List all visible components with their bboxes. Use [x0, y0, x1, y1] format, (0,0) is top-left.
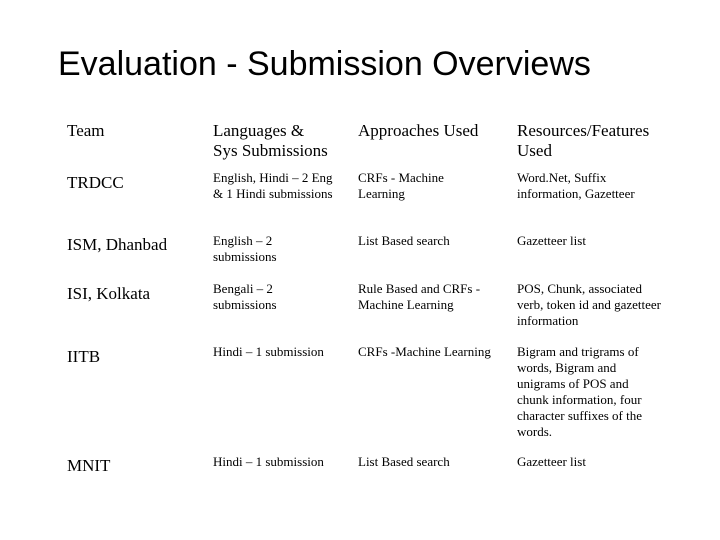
- row-team: IITB: [67, 347, 101, 366]
- row-approaches: CRFs -Machine Learning: [358, 344, 491, 359]
- header-languages: Languages & Sys Submissions: [213, 121, 328, 160]
- row-team: TRDCC: [67, 173, 124, 192]
- row-team: ISI, Kolkata: [67, 284, 151, 303]
- row-approaches: List Based search: [358, 454, 450, 469]
- row-approaches: CRFs - Machine Learning: [358, 170, 444, 201]
- row-team: MNIT: [67, 456, 111, 475]
- row-resources: Gazetteer list: [517, 233, 586, 248]
- row-team: ISM, Dhanbad: [67, 235, 168, 254]
- row-approaches: List Based search: [358, 233, 450, 248]
- row-languages: English – 2 submissions: [213, 233, 277, 264]
- row-languages: English, Hindi – 2 Eng & 1 Hindi submissions: [213, 170, 333, 201]
- row-resources: Bigram and trigrams of words, Bigram and unigrams of POS and chunk information, four character suffixes of the words.: [517, 344, 643, 439]
- row-resources: Gazetteer list: [517, 454, 586, 469]
- header-team: Team: [67, 121, 105, 140]
- row-resources: POS, Chunk, associated verb, token id and gazetteer information: [517, 281, 662, 328]
- slide-title: Evaluation - Submission Overviews: [58, 45, 591, 83]
- header-resources: Resources/Features Used: [517, 121, 650, 160]
- row-languages: Hindi – 1 submission: [213, 454, 324, 469]
- row-languages: Bengali – 2 submissions: [213, 281, 277, 312]
- header-approaches: Approaches Used: [358, 121, 479, 140]
- row-languages: Hindi – 1 submission: [213, 344, 324, 359]
- row-resources: Word.Net, Suffix information, Gazetteer: [517, 170, 635, 201]
- row-approaches: Rule Based and CRFs - Machine Learning: [358, 281, 481, 312]
